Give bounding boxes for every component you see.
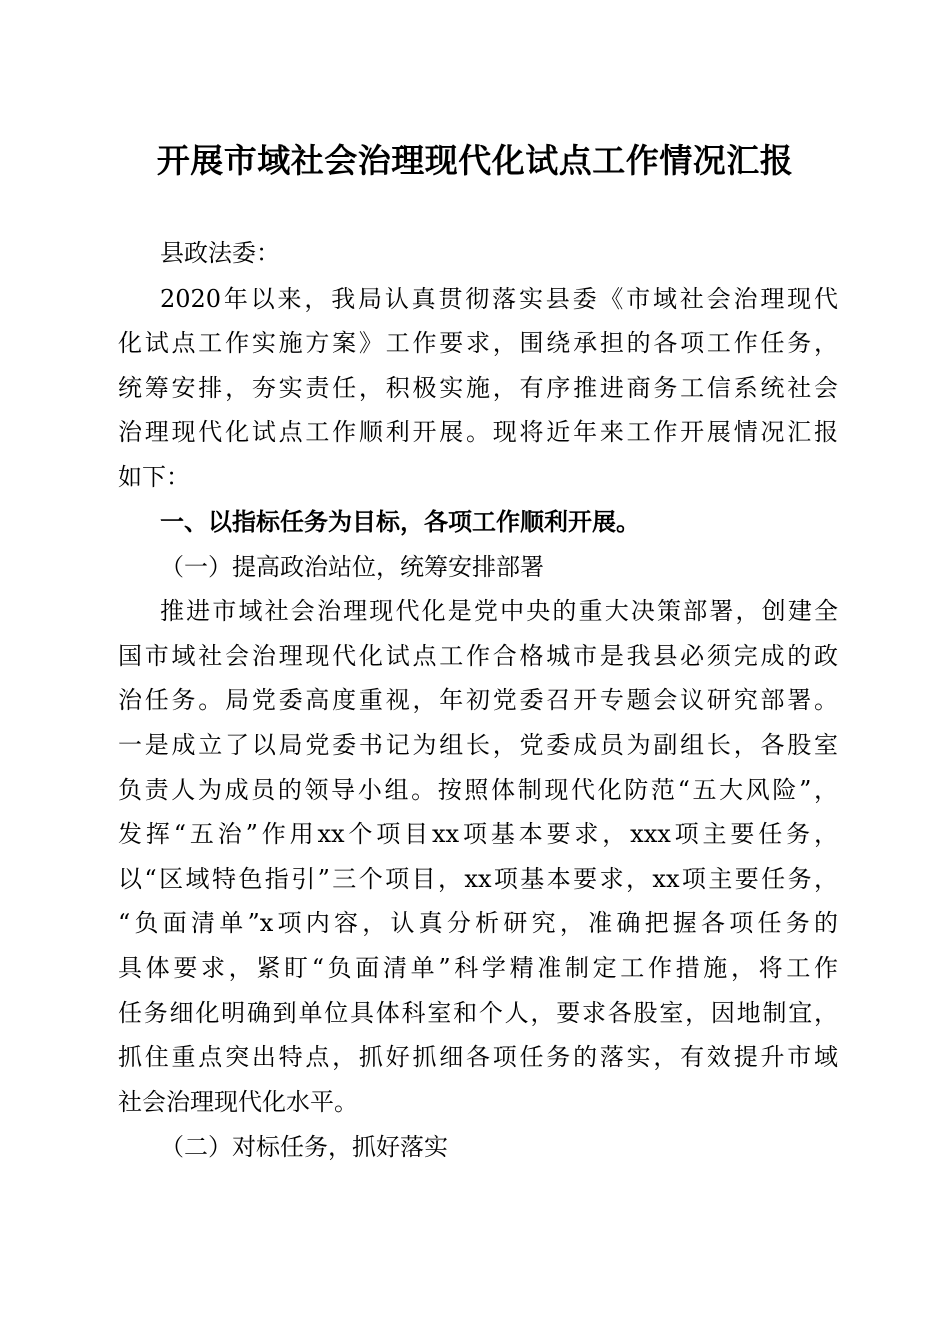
body-line: 国市域社会治理现代化试点工作合格城市是我县必须完成的政 <box>118 642 838 670</box>
subsection-heading: （二）对标任务，抓好落实 <box>160 1133 448 1161</box>
body-line: 推进市域社会治理现代化是党中央的重大决策部署，创建全 <box>160 597 838 625</box>
body-line: 发挥“五治”作用xx个项目xx项基本要求，xxx项主要任务， <box>118 820 838 848</box>
body-line: 抓住重点突出特点，抓好抓细各项任务的落实，有效提升市域 <box>118 1043 838 1071</box>
salutation: 县政法委： <box>160 239 280 267</box>
intro-line: 化试点工作实施方案》工作要求，围绕承担的各项工作任务， <box>118 329 838 357</box>
body-line: 社会治理现代化水平。 <box>118 1088 358 1116</box>
body-line: 治任务。局党委高度重视，年初党委召开专题会议研究部署。 <box>118 686 838 714</box>
body-line: 一是成立了以局党委书记为组长，党委成员为副组长，各股室 <box>118 731 838 759</box>
body-line: “负面清单”x项内容，认真分析研究，准确把握各项任务的 <box>118 909 838 937</box>
section-heading: 一、以指标任务为目标，各项工作顺利开展。 <box>160 508 640 536</box>
intro-line: 2020年以来，我局认真贯彻落实县委《市域社会治理现代 <box>160 285 838 313</box>
subsection-heading: （一）提高政治站位，统筹安排部署 <box>160 553 544 581</box>
body-line: 以“区域特色指引”三个项目，xx项基本要求，xx项主要任务， <box>118 865 838 893</box>
intro-line: 统筹安排，夯实责任，积极实施，有序推进商务工信系统社会 <box>118 374 838 402</box>
body-line: 任务细化明确到单位具体科室和个人，要求各股室，因地制宜， <box>118 999 838 1027</box>
body-line: 负责人为成员的领导小组。按照体制现代化防范“五大风险”， <box>118 776 838 804</box>
intro-line: 如下： <box>118 463 190 491</box>
intro-line: 治理现代化试点工作顺利开展。现将近年来工作开展情况汇报 <box>118 418 838 446</box>
document-title: 开展市域社会治理现代化试点工作情况汇报 <box>156 141 794 180</box>
body-line: 具体要求，紧盯“负面清单”科学精准制定工作措施，将工作 <box>118 954 838 982</box>
